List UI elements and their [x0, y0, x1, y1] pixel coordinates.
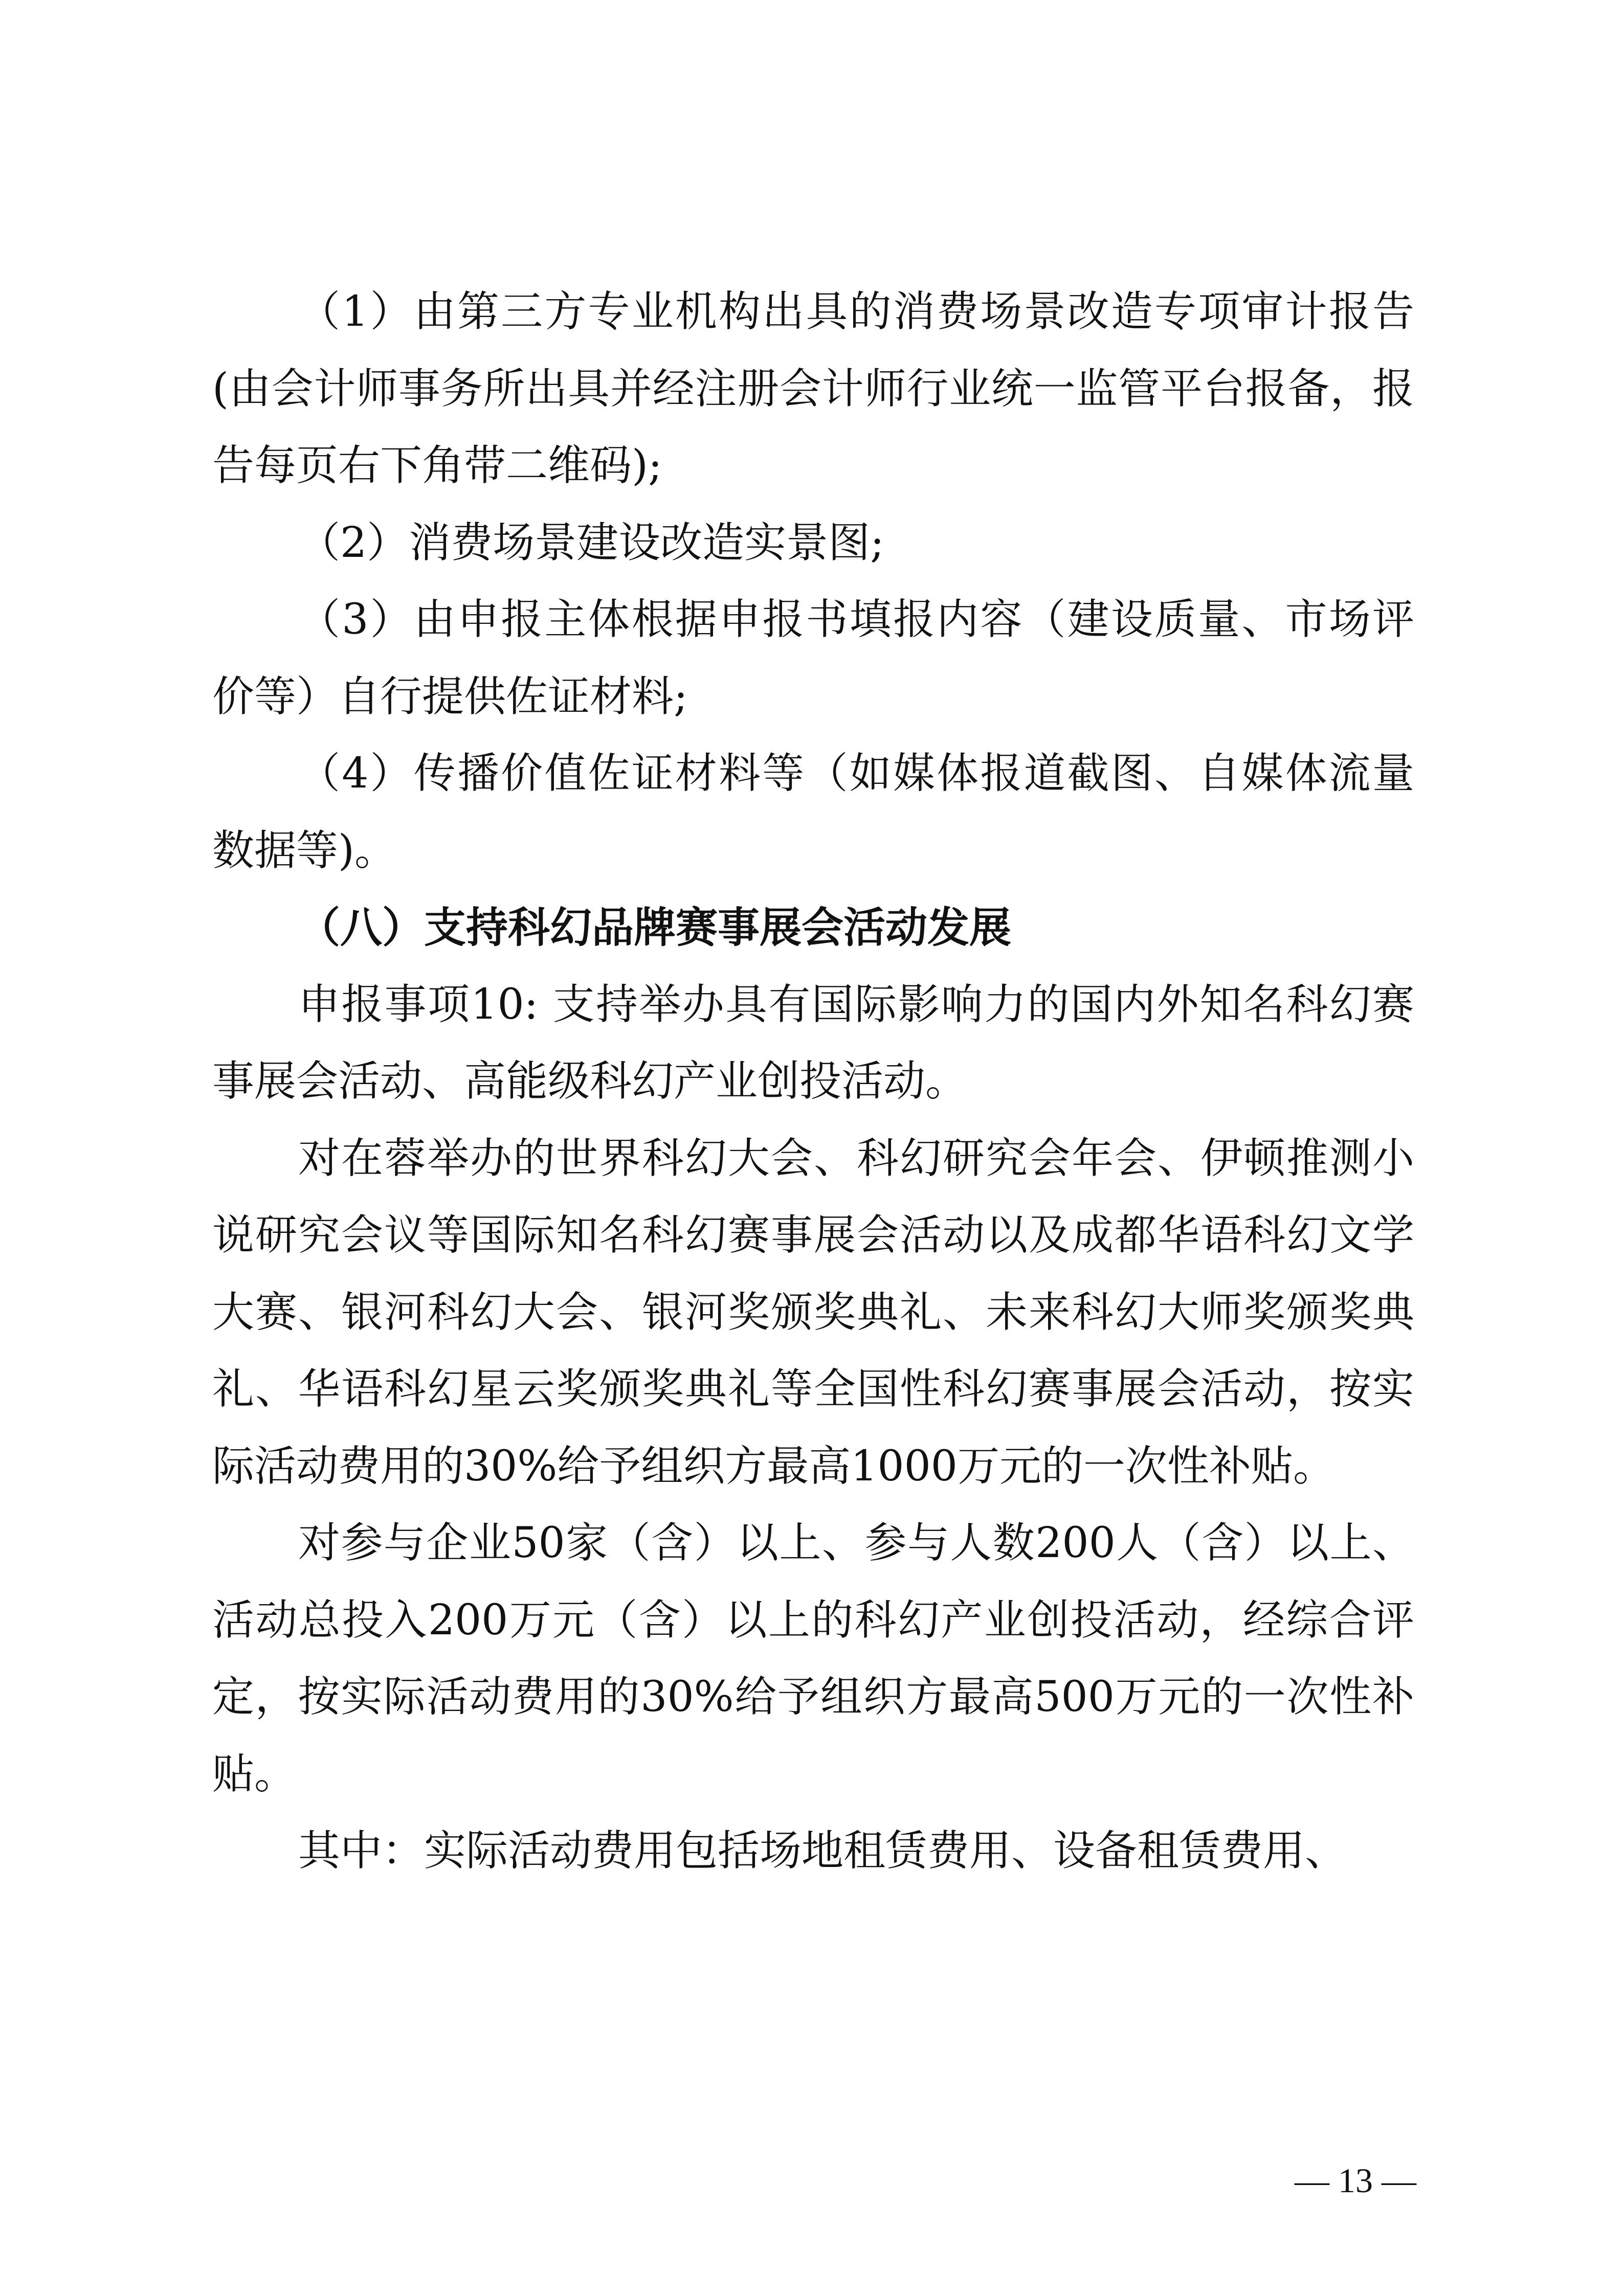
document-body: [212, 274, 1414, 1890]
paragraph-subsidy-investment: 对参与企业50家（含）以上、参与人数200人（含）以上、活动总投入200万元（含）以上的科幻产业创投活动，经综合评定，按实际活动费用的30%给予组织方最高500万元的一次性补贴。: [212, 1519, 1414, 1798]
paragraph-item-1: （1）由第三方专业机构出具的消费场景改造专项审计报告(由会计师事务所出具并经注册会计师行业统一监管平台报备，报告每页右下角带二维码);: [212, 287, 1414, 490]
paragraph-item-3: （3）由申报主体根据申报书填报内容（建设质量、市场评价等）自行提供佐证材料;: [212, 595, 1414, 721]
paragraph-subsidy-events: 对在蓉举办的世界科幻大会、科幻研究会年会、伊顿推测小说研究会议等国际知名科幻赛事展会活动以及成都华语科幻文学大赛、银河科幻大会、银河奖颁奖典礼、未来科幻大师奖颁奖典礼、华语科幻星云奖颁奖典礼等全国性科幻赛事展会活动，按实际活动费用的30%给予组织方最高1000万元的一次性补贴。: [212, 1134, 1414, 1491]
paragraph-item-2: （2）消费场景建设改造实景图;: [298, 518, 884, 567]
declaration-item-10: 申报事项10: 支持举办具有国际影响力的国内外知名科幻赛事展会活动、高能级科幻产业创投活动。: [212, 980, 1414, 1106]
paragraph-cost-definition: 其中：实际活动费用包括场地租赁费用、设备租赁费用、: [298, 1827, 1347, 1875]
page-number: — 13 —: [1295, 2161, 1416, 2200]
paragraph-item-4: （4）传播价值佐证材料等（如媒体报道截图、自媒体流量数据等)。: [212, 749, 1414, 875]
section-heading-8: （八）支持科幻品牌赛事展会活动发展: [298, 903, 1012, 952]
